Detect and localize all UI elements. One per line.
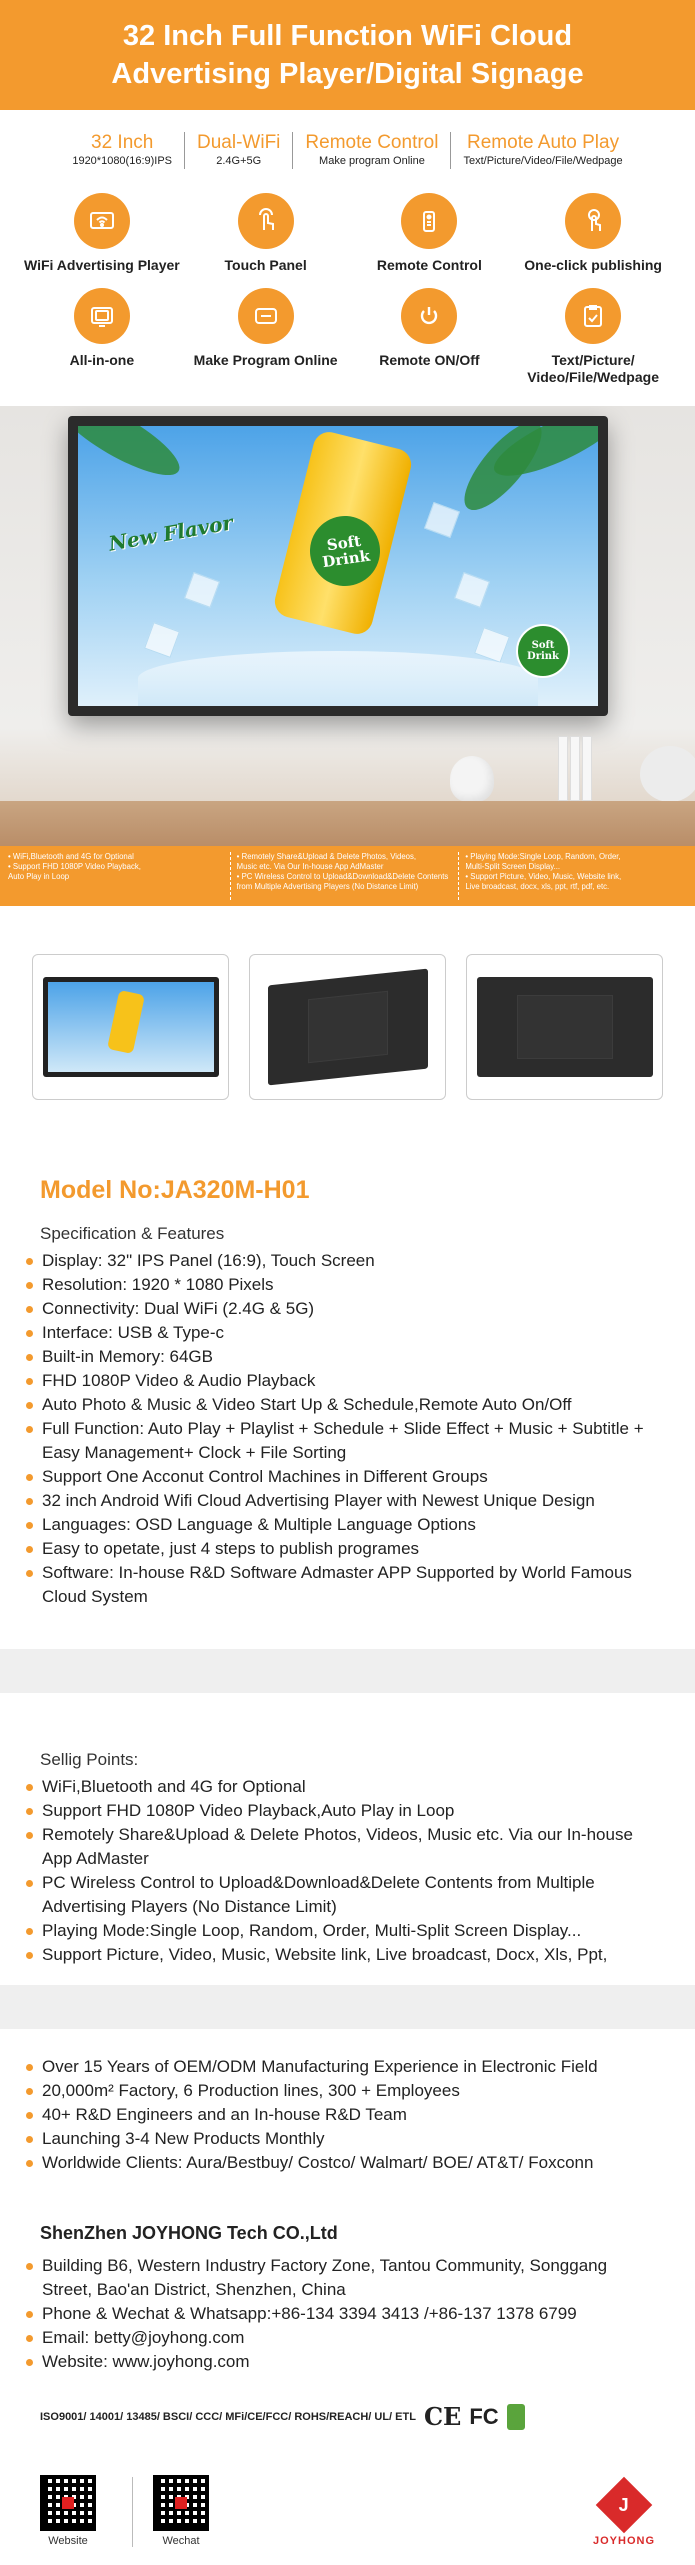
spec-highlights [0, 110, 695, 179]
joyhong-logo [593, 2485, 655, 2547]
certifications-row [0, 2374, 695, 2431]
selling-points-list [40, 1775, 655, 1967]
selling-point-text: from Multiple Advertising Players (No Distance Limit) [236, 882, 419, 891]
company-facts-section [0, 2055, 695, 2374]
list-item: Connectivity: Dual WiFi (2.4G & 5G) [40, 1297, 655, 1321]
contact-list [40, 2254, 655, 2374]
all-in-one-icon [74, 288, 130, 344]
list-item: Interface: USB & Type-c [40, 1321, 655, 1345]
list-item: Easy to opetate, just 4 steps to publish programes [40, 1537, 655, 1561]
logo-letter: J [618, 2494, 629, 2515]
remote-icon [401, 193, 457, 249]
monitor-back-angle-view [268, 969, 428, 1086]
ice-cube [184, 572, 220, 608]
list-item: Built-in Memory: 64GB [40, 1345, 655, 1369]
ice-cube [454, 572, 490, 608]
new-flavor-text: New Flavor [106, 510, 235, 556]
wifi-icon [74, 193, 130, 249]
spec-wifi-title: Dual-WiFi [197, 132, 281, 153]
feature-all-in-one [20, 288, 184, 386]
email[interactable]: Email: betty@joyhong.com [40, 2326, 655, 2350]
soft-drink-logo: Soft Drink [305, 511, 384, 590]
product-thumbnails [0, 906, 695, 1158]
selling-point-text: • WiFi,Bluetooth and 4G for Optional [8, 852, 134, 861]
list-item: FHD 1080P Video & Audio Playback [40, 1369, 655, 1393]
selling-point-text: Auto Play in Loop [8, 872, 70, 881]
section-divider [0, 1649, 695, 1693]
phone: Phone & Wechat & Whatsapp:+86-134 3394 3413 /+86-137 1378 6799 [40, 2302, 655, 2326]
feature-remote-control [348, 193, 512, 274]
selling-points-title: Sellig Points: [40, 1750, 139, 1769]
selling-points-column [237, 852, 460, 900]
list-item: Resolution: 1920 * 1080 Pixels [40, 1273, 655, 1297]
selling-point-text: • Support FHD 1080P Video Playback, [8, 862, 141, 871]
selling-point-text: Music etc. Via Our In-house App AdMaster [236, 862, 384, 871]
feature-label: Text/Picture/ Video/File/Wedpage [527, 352, 659, 385]
list-item: Remotely Share&Upload & Delete Photos, Videos, Music etc. Via our In-house App AdMaster [40, 1823, 655, 1871]
list-item: WiFi,Bluetooth and 4G for Optional [40, 1775, 655, 1799]
header-banner [0, 0, 695, 110]
touch-icon [238, 193, 294, 249]
monitor-back-view [477, 977, 653, 1077]
spec-size [60, 132, 185, 169]
selling-point-text: • Playing Mode:Single Loop, Random, Order, [465, 852, 621, 861]
list-item: Display: 32" IPS Panel (16:9), Touch Screen [40, 1249, 655, 1273]
ice-cube [474, 627, 510, 663]
monitor-screen [78, 426, 598, 706]
certifications-text: ISO9001/ 14001/ 13485/ BSCI/ CCC/ MFi/CE/FCC/ ROHS/REACH/ UL/ ETL [40, 2410, 416, 2423]
power-icon [401, 288, 457, 344]
decor-vase [640, 746, 695, 802]
selling-points-bar [0, 846, 695, 906]
title-line-1: 32 Inch Full Function WiFi Cloud [122, 20, 573, 52]
feature-label: Remote ON/Off [379, 352, 480, 368]
spec-remote [293, 132, 451, 169]
feature-remote-power [348, 288, 512, 386]
wooden-shelf [0, 801, 695, 849]
feature-label: Remote Control [376, 257, 482, 273]
company-facts-list [40, 2055, 655, 2175]
soft-drink-small-logo: Soft Drink [516, 624, 570, 678]
specification-title: Specification & Features [40, 1224, 225, 1243]
list-item: Launching 3-4 New Products Monthly [40, 2127, 655, 2151]
feature-label: Make Program Online [193, 352, 338, 368]
section-divider [0, 1985, 695, 2029]
program-icon [238, 288, 294, 344]
selling-point-text: Live broadcast, docx, xls, ppt, rtf, pdf, etc. [465, 882, 610, 891]
list-item: PC Wireless Control to Upload&Download&Delete Contents from Multiple Advertising Players (No Distance Limit) [40, 1871, 655, 1919]
selling-point-text: • PC Wireless Control to Upload&Download&Delete Contents [236, 872, 449, 881]
ice-pile [138, 651, 538, 706]
feature-make-program [184, 288, 348, 386]
spec-wifi-detail: 2.4G+5G [216, 155, 262, 167]
thumbnail-back[interactable] [466, 954, 663, 1100]
list-item: Software: In-house R&D Software Admaster APP Supported by World Famous Cloud System [40, 1561, 655, 1609]
selling-point-text: • Remotely Share&Upload & Delete Photos, Videos, [236, 852, 417, 861]
palm-leaf-decoration [452, 426, 553, 521]
model-number: Model No:JA320M-H01 [40, 1176, 310, 1204]
list-item: Auto Photo & Music & Video Start Up & Schedule,Remote Auto On/Off [40, 1393, 655, 1417]
list-item: Full Function: Auto Play + Playlist + Schedule + Slide Effect + Music + Subtitle + Easy Management+ Clock + File Sorting [40, 1417, 655, 1465]
list-item: Languages: OSD Language & Multiple Language Options [40, 1513, 655, 1537]
spec-autoplay-detail: Text/Picture/Video/File/Wedpage [463, 155, 623, 167]
list-item: Worldwide Clients: Aura/Bestbuy/ Costco/ Walmart/ BOE/ AT&T/ Foxconn [40, 2151, 655, 2175]
list-item: Support FHD 1080P Video Playback,Auto Play in Loop [40, 1799, 655, 1823]
selling-points-column [8, 852, 231, 900]
click-icon [565, 193, 621, 249]
ice-cube [424, 502, 460, 538]
list-item: Over 15 Years of OEM/ODM Manufacturing Experience in Electronic Field [40, 2055, 655, 2079]
spec-remote-title: Remote Control [305, 132, 439, 153]
specification-list [40, 1249, 655, 1609]
feature-label: Touch Panel [224, 257, 307, 273]
spec-size-detail: 1920*1080(16:9)IPS [72, 155, 173, 167]
list-item: Support One Acconut Control Machines in Different Groups [40, 1465, 655, 1489]
logo-name: JOYHONG [592, 2535, 655, 2547]
list-item: 40+ R&D Engineers and an In-house R&D Team [40, 2103, 655, 2127]
specification-section [0, 1223, 695, 1609]
ce-mark-icon: CE [423, 2402, 462, 2431]
qr-code-icon [40, 2475, 96, 2531]
monitor-front-view [43, 977, 219, 1077]
ice-cube [144, 622, 180, 658]
company-name: ShenZhen JOYHONG Tech CO.,Ltd [40, 2223, 338, 2243]
feature-label: All-in-one [69, 352, 135, 368]
website-qr[interactable] [40, 2475, 96, 2547]
thumbnail-back-angle[interactable] [249, 954, 446, 1100]
qr-code-icon [153, 2475, 209, 2531]
spec-wifi [185, 132, 293, 169]
address: Building B6, Western Industry Factory Zone, Tantou Community, Songgang Street, Bao'an District, Shenzhen, China [40, 2254, 655, 2302]
rohs-leaf-icon [507, 2404, 525, 2430]
wechat-qr[interactable] [153, 2475, 209, 2547]
decor-books [558, 736, 592, 801]
spec-autoplay [451, 132, 634, 169]
page-title [111, 17, 583, 93]
selling-point-text: • Support Picture, Video, Music, Website link, [465, 872, 622, 881]
spec-autoplay-title: Remote Auto Play [467, 132, 620, 153]
qr-caption: Wechat [162, 2535, 200, 2547]
decor-vase [450, 756, 494, 802]
feature-grid [0, 179, 695, 406]
feature-media-types [511, 288, 675, 386]
list-item: Playing Mode:Single Loop, Random, Order, Multi-Split Screen Display... [40, 1919, 655, 1943]
qr-caption: Website [48, 2535, 88, 2547]
footer [0, 2431, 695, 2565]
fcc-mark-icon: FC [469, 2403, 499, 2429]
feature-touch-panel [184, 193, 348, 274]
title-line-2: Advertising Player/Digital Signage [111, 58, 584, 90]
spec-size-title: 32 Inch [91, 132, 154, 153]
selling-points-column [465, 852, 687, 900]
list-item: Support Picture, Video, Music, Website link, Live broadcast, Docx, Xls, Ppt, [40, 1943, 655, 1967]
feature-label: One-click publishing [524, 257, 662, 273]
feature-label: WiFi Advertising Player [24, 257, 180, 273]
spec-remote-detail: Make program Online [319, 155, 425, 167]
logo-mark-icon [596, 2477, 653, 2534]
advertising-player-monitor [68, 416, 608, 716]
website[interactable]: Website: www.joyhong.com [40, 2350, 655, 2374]
list-item: 32 inch Android Wifi Cloud Advertising Player with Newest Unique Design [40, 1489, 655, 1513]
list-item: 20,000m² Factory, 6 Production lines, 300 + Employees [40, 2079, 655, 2103]
footer-divider [132, 2477, 133, 2547]
selling-point-text: Multi-Split Screen Display... [465, 862, 561, 871]
selling-points-section [0, 1749, 695, 1967]
feature-one-click [511, 193, 675, 274]
feature-wifi-player [20, 193, 184, 274]
product-hero-image [0, 406, 695, 866]
thumbnail-front[interactable] [32, 954, 229, 1100]
media-icon [565, 288, 621, 344]
palm-leaf-decoration [78, 426, 189, 488]
